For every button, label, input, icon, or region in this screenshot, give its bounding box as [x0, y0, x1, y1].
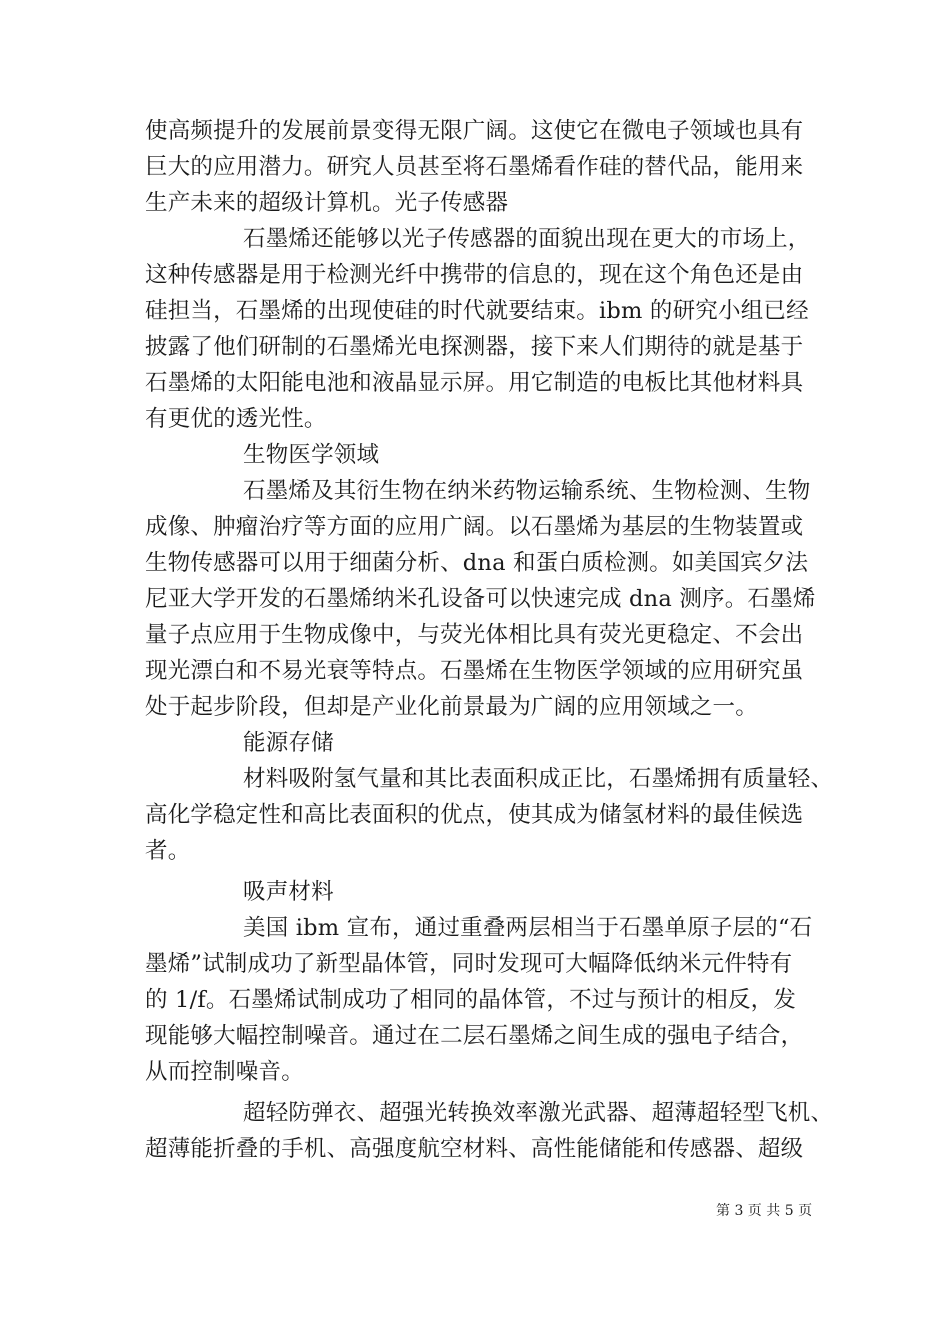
text-line: 生产未来的超级计算机。光子传感器: [145, 190, 509, 216]
text-line: 生物传感器可以用于细菌分析、dna 和蛋白质检测。如美国宾夕法: [145, 550, 809, 576]
text-line: 披露了他们研制的石墨烯光电探测器，接下来人们期待的就是基于: [145, 334, 804, 360]
text-line: 者。: [145, 838, 191, 864]
section-heading: 吸声材料: [243, 879, 334, 905]
text-line: 墨烯”试制成功了新型晶体管，同时发现可大幅降低纳米元件特有: [145, 951, 793, 977]
text-line: 的 1/f。石墨烯试制成功了相同的晶体管，不过与预计的相反，发: [145, 987, 797, 1013]
text-line: 从而控制噪音。: [145, 1059, 304, 1085]
text-line: 这种传感器是用于检测光纤中携带的信息的，现在这个角色还是由: [145, 262, 804, 288]
text-line: 石墨烯的太阳能电池和液晶显示屏。用它制造的电板比其他材料具: [145, 370, 804, 396]
text-line: 硅担当，石墨烯的出现使硅的时代就要结束。ibm 的研究小组已经: [145, 298, 809, 324]
section-heading: 生物医学领域: [243, 442, 380, 468]
paragraph-start: 材料吸附氢气量和其比表面积成正比，石墨烯拥有质量轻、: [243, 766, 834, 792]
text-line: 处于起步阶段，但却是产业化前景最为广阔的应用领域之一。: [145, 694, 758, 720]
paragraph-start: 石墨烯还能够以光子传感器的面貌出现在更大的市场上，: [243, 226, 811, 252]
section-heading: 能源存储: [243, 730, 334, 756]
paragraph-start: 石墨烯及其衍生物在纳米药物运输系统、生物检测、生物: [243, 478, 811, 504]
text-line: 使高频提升的发展前景变得无限广阔。这使它在微电子领域也具有: [145, 118, 804, 144]
paragraph-start: 美国 ibm 宣布，通过重叠两层相当于石墨单原子层的“石: [243, 915, 813, 941]
text-line: 量子点应用于生物成像中，与荧光体相比具有荧光更稳定、不会出: [145, 622, 804, 648]
text-line: 尼亚大学开发的石墨烯纳米孔设备可以快速完成 dna 测序。石墨烯: [145, 586, 816, 612]
text-line: 现光漂白和不易光衰等特点。石墨烯在生物医学领域的应用研究虽: [145, 658, 804, 684]
text-line: 现能够大幅控制噪音。通过在二层石墨烯之间生成的强电子结合，: [145, 1023, 804, 1049]
page-number: 第 3 页 共 5 页: [716, 1203, 813, 1219]
document-body: [145, 113, 834, 1167]
text-line: 成像、肿瘤治疗等方面的应用广阔。以石墨烯为基层的生物装置或: [145, 514, 804, 540]
text-line: 有更优的透光性。: [145, 406, 327, 432]
paragraph-start: 超轻防弹衣、超强光转换效率激光武器、超薄超轻型飞机、: [243, 1100, 834, 1126]
text-line: 高化学稳定性和高比表面积的优点，使其成为储氢材料的最佳候选: [145, 802, 804, 828]
text-line: 巨大的应用潜力。研究人员甚至将石墨烯看作硅的替代品，能用来: [145, 154, 804, 180]
text-line: 超薄能折叠的手机、高强度航空材料、高性能储能和传感器、超级: [145, 1136, 804, 1162]
